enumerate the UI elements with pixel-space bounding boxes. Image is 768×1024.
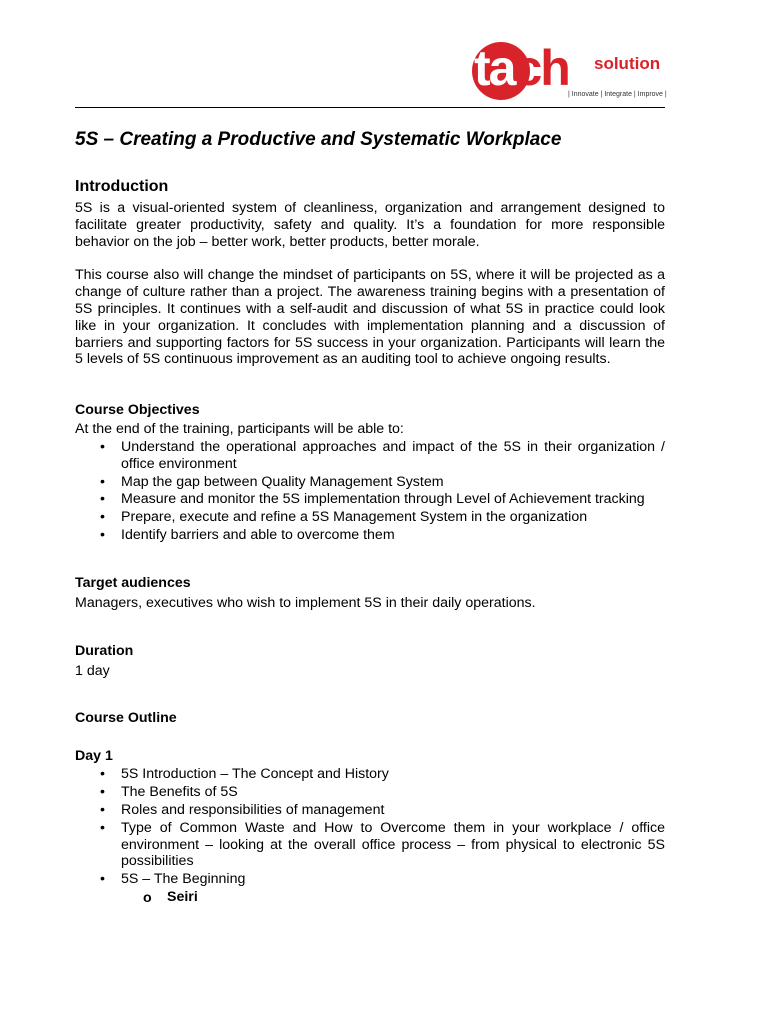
objectives-list xyxy=(75,439,665,544)
introduction-heading: Introduction xyxy=(75,178,169,195)
duration-text: 1 day xyxy=(75,662,110,679)
list-item: • Roles and responsibilities of management xyxy=(100,801,385,818)
list-item: • Identify barriers and able to overcome them xyxy=(100,526,395,543)
day-1-heading: Day 1 xyxy=(75,748,113,765)
bullet-icon: • xyxy=(100,509,105,526)
list-item: • Map the gap between Quality Management System xyxy=(100,473,444,490)
objectives-heading: Course Objectives xyxy=(75,402,200,419)
bullet-icon: • xyxy=(100,871,105,888)
introduction-paragraph-1: 5S is a visual-oriented system of cleanliness, organization and arrangement designed to facilitate greater productivity, safety and quality. It’s a foundation for more responsible behavior on the job – better work, better products, better morale. xyxy=(75,200,665,250)
objectives-lead: At the end of the training, participants will be able to: xyxy=(75,421,404,438)
bullet-icon: • xyxy=(100,819,105,836)
bullet-icon: • xyxy=(100,784,105,801)
circle-bullet-icon: o xyxy=(143,889,152,906)
logo-solution-text: solution xyxy=(594,54,661,73)
list-item: • Measure and monitor the 5S implementation through Level of Achievement tracking xyxy=(100,491,645,508)
sub-list-item: o Seiri xyxy=(143,888,198,906)
list-item: • Type of Common Waste and How to Overcome them in your workplace / office environment – looking at the overall office process – from physical to electronic 5S possibilities xyxy=(100,819,665,870)
bullet-icon: • xyxy=(100,473,105,490)
list-item: • 5S – The Beginning xyxy=(100,871,246,888)
company-logo xyxy=(470,40,670,102)
outline-heading: Course Outline xyxy=(75,710,177,727)
bullet-icon: • xyxy=(100,766,105,783)
list-item: • The Benefits of 5S xyxy=(100,784,238,801)
logo-wordmark: tach xyxy=(474,40,569,96)
duration-heading: Duration xyxy=(75,642,134,659)
audience-heading: Target audiences xyxy=(75,574,191,591)
document-body xyxy=(75,128,665,906)
audience-text: Managers, executives who wish to implement 5S in their daily operations. xyxy=(75,594,536,611)
bullet-icon: • xyxy=(100,438,105,455)
bullet-icon: • xyxy=(100,526,105,543)
bullet-icon: • xyxy=(100,801,105,818)
outline-list xyxy=(75,766,665,888)
header-divider xyxy=(75,107,665,108)
outline-sub-list xyxy=(75,889,665,906)
document-title: 5S – Creating a Productive and Systematic Workplace xyxy=(75,129,562,150)
logo-tagline: | Innovate | Integrate | Improve | xyxy=(568,91,667,98)
list-item: • 5S Introduction – The Concept and History xyxy=(100,766,389,783)
bullet-icon: • xyxy=(100,491,105,508)
introduction-paragraph-2: This course also will change the mindset of participants on 5S, where it will be projected as a change of culture rather than a project. The awareness training begins with a presentation of 5S principles. It continues with a self-audit and discussion of what 5S in practice could look like in your organization. It concludes with implementation planning and a discussion of barriers and supporting factors for 5S success in your organization. Participants will learn the 5 levels of 5S continuous improvement as an auditing tool to achieve ongoing results. xyxy=(75,267,665,368)
list-item: • Understand the operational approaches and impact of the 5S in their organization / office environment xyxy=(100,438,665,472)
list-item: • Prepare, execute and refine a 5S Management System in the organization xyxy=(100,509,588,526)
